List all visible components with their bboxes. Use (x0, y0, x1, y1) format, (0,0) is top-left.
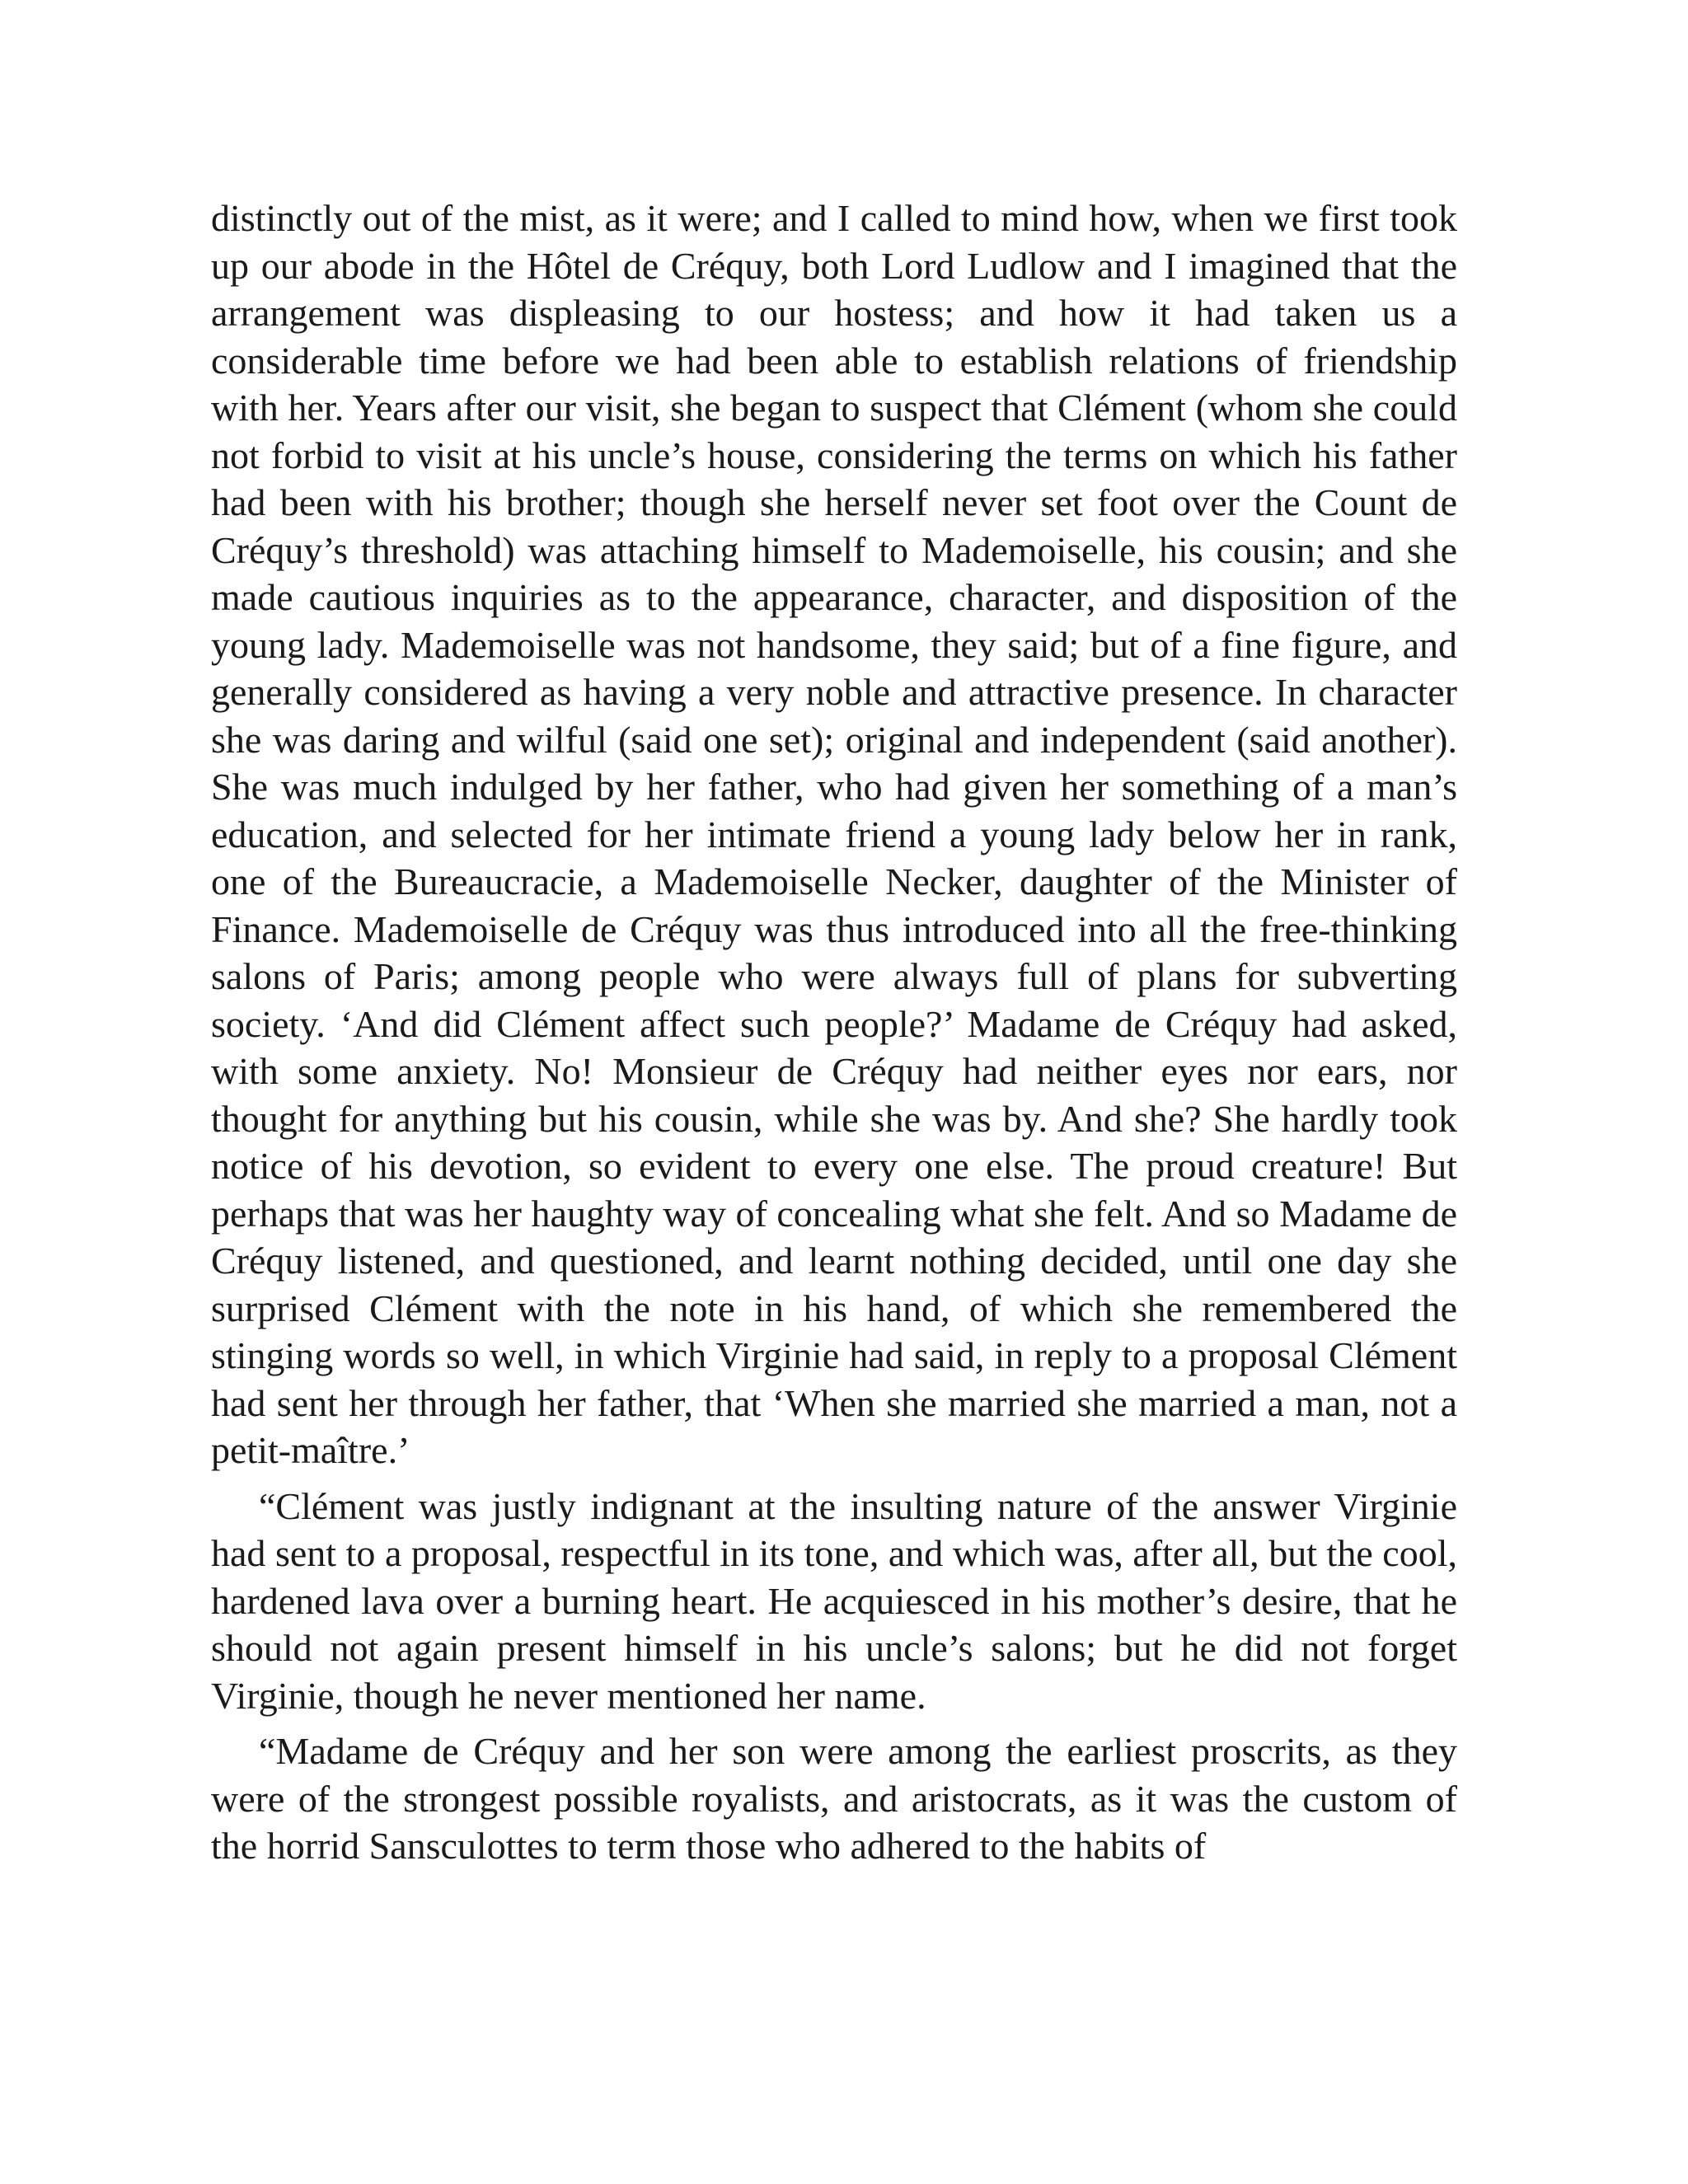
paragraph-2: “Clément was justly indignant at the insulting nature of the answer Virginie had sent to a proposal, respectful in its tone, and which was, after all, but the cool, hardened lava over a burning heart. He acquiesced in his mother’s desire, that he should not again present himself in his uncle’s salons; but he did not forget Virginie, though he never mentioned her name. (211, 1484, 1457, 1717)
paragraph-1: distinctly out of the mist, as it were; and I called to mind how, when we first took up our abode in the Hôtel de Créquy, both Lord Ludlow and I imagined that the arrangement was displeasing to our hostess; and how it had taken us a considerable time before we had been able to establish relations of friendship with her. Years after our visit, she began to suspect that Clément (whom she could not forbid to visit at his uncle’s house, considering the terms on which his father had been with his brother; though she herself never set foot over the Count de Créquy’s threshold) was attaching himself to Mademoiselle, his cousin; and she made cautious inquiries as to the appearance, character, and disposition of the young lady. Mademoiselle was not handsome, they said; but of a fine figure, and generally considered as having a very noble and attractive presence. In character she was daring and wilful (said one set); original and independent (said another). She was much indulged by her father, who had given her something of a man’s education, and selected for her intimate friend a young lady below her in rank, one of the Bureaucracie, a Mademoiselle Necker, daughter of the Minister of Finance. Mademoiselle de Créquy was thus introduced into all the free-thinking salons of Paris; among people who were always full of plans for subverting society. ‘And did Clément affect such people?’ Madame de Créquy had asked, with some anxiety. No! Monsieur de Créquy had neither eyes nor ears, nor thought for anything but his cousin, while she was by. And she? She hardly took notice of his devotion, so evident to every one else. The proud creature! But perhaps that was her haughty way of concealing what she felt. And so Madame de Créquy listened, and questioned, and learnt nothing decided, until one day she surprised Clément with the note in his hand, of which she remembered the stinging words so well, in which Virginie had said, in reply to a proposal Clément had sent her through her father, that ‘When she married she married a man, not a petit-maître.’ (211, 197, 1457, 1471)
paragraph-3: “Madame de Créquy and her son were among the earliest proscrits, as they were of the strongest possible royalists, and aristocrats, as it was the custom of the horrid Sansculottes to term those who adhered to the habits of (211, 1730, 1457, 1867)
page-body (211, 194, 1457, 1870)
